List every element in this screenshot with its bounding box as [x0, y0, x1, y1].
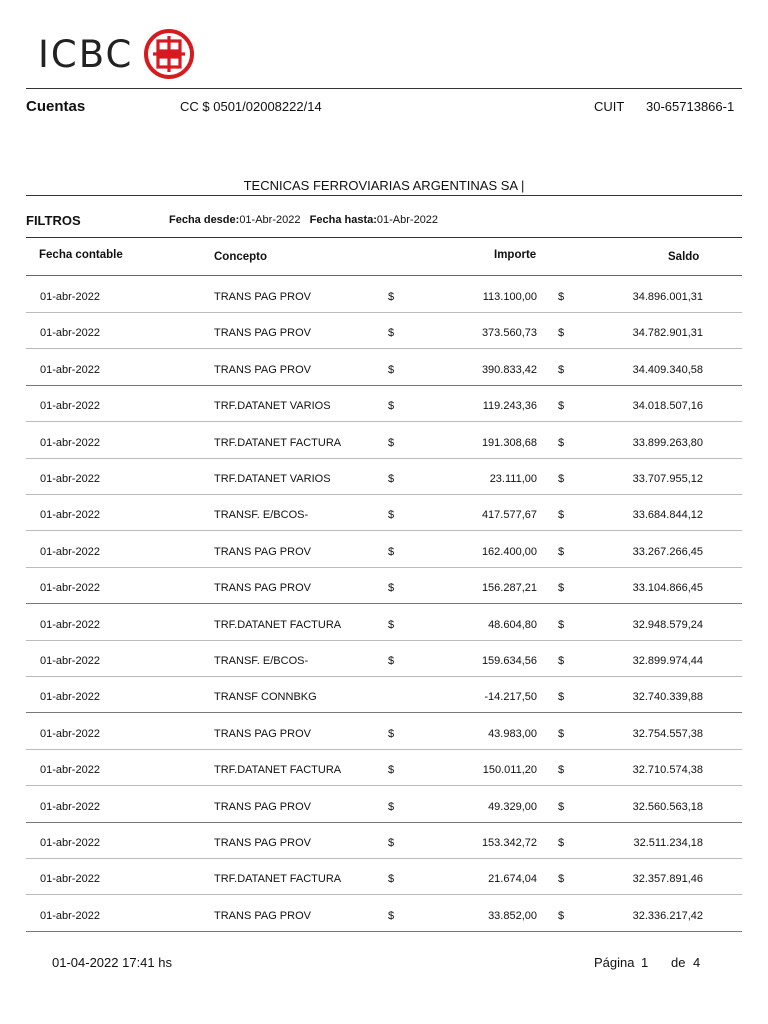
row-balance: 32.740.339,88 — [632, 691, 703, 704]
row-amount: 21.674,04 — [488, 873, 537, 886]
row-concept: TRF.DATANET FACTURA — [214, 618, 342, 631]
row-currency-amount: $ — [388, 800, 395, 813]
row-concept: TRANS PAG PROV — [214, 291, 311, 303]
row-currency-balance: $ — [558, 436, 565, 449]
row-divider — [26, 931, 742, 932]
row-date: 01-abr-2022 — [40, 509, 100, 522]
row-currency-amount: $ — [388, 363, 395, 376]
row-amount: 162.400,00 — [481, 545, 537, 558]
row-date: 01-abr-2022 — [40, 764, 100, 777]
row-concept: TRANSF CONNBKG — [214, 691, 317, 704]
row-amount: 43.983,00 — [488, 727, 537, 740]
row-concept: TRF.DATANET FACTURA — [214, 873, 342, 886]
row-balance: 33.104.866,45 — [632, 582, 703, 595]
row-currency-balance: $ — [558, 473, 565, 485]
row-amount: 150.011,20 — [482, 764, 537, 777]
of-label: de — [671, 955, 686, 970]
row-balance: 33.899.263,80 — [632, 436, 703, 449]
row-concept: TRANS PAG PROV — [214, 837, 311, 849]
row-currency-balance: $ — [558, 545, 565, 558]
row-concept: TRANS PAG PROV — [214, 327, 311, 340]
row-concept: TRANSF. E/BCOS- — [214, 655, 309, 667]
row-concept: TRANSF. E/BCOS- — [214, 509, 309, 522]
row-amount: 417.577,67 — [481, 509, 537, 522]
header-saldo: Saldo — [668, 251, 700, 263]
company-name: TECNICAS FERROVIARIAS ARGENTINAS SA | — [243, 178, 525, 193]
row-balance: 32.899.974,44 — [632, 655, 703, 667]
date-from-value: 01-Abr-2022 — [239, 214, 301, 226]
page-current: 1 — [641, 955, 649, 970]
row-date: 01-abr-2022 — [40, 291, 100, 303]
row-currency-balance: $ — [558, 400, 565, 413]
row-balance: 33.684.844,12 — [632, 509, 703, 522]
row-amount: -14.217,50 — [484, 691, 537, 704]
row-concept: TRANS PAG PROV — [214, 545, 311, 558]
row-amount: 159.634,56 — [481, 655, 537, 667]
row-amount: 23.111,00 — [489, 473, 537, 485]
table-row — [26, 277, 742, 313]
cuit-value: 30-65713866-1 — [646, 99, 735, 114]
row-currency-balance: $ — [558, 327, 565, 340]
row-concept: TRF.DATANET VARIOS — [214, 473, 331, 485]
row-concept: TRANS PAG PROV — [214, 727, 311, 740]
table-row — [26, 350, 742, 386]
row-date: 01-abr-2022 — [40, 691, 100, 704]
row-concept: TRF.DATANET FACTURA — [214, 764, 342, 777]
row-currency-amount: $ — [388, 291, 395, 303]
row-balance: 32.336.217,42 — [632, 909, 703, 922]
row-date: 01-abr-2022 — [40, 363, 100, 376]
row-balance: 32.560.563,18 — [632, 800, 703, 813]
table-row — [26, 568, 742, 604]
row-balance: 32.948.579,24 — [632, 618, 703, 631]
table-row — [26, 787, 742, 823]
row-currency-amount: $ — [388, 873, 395, 886]
row-currency-balance: $ — [558, 655, 565, 667]
table-row — [26, 823, 742, 859]
row-date: 01-abr-2022 — [40, 400, 100, 413]
brand-name: ICBC — [38, 32, 134, 76]
icbc-emblem-icon — [143, 28, 195, 80]
row-date: 01-abr-2022 — [40, 582, 100, 595]
row-amount: 113.100,00 — [482, 291, 537, 303]
filters-title: FILTROS — [26, 213, 81, 228]
row-balance: 33.707.955,12 — [632, 473, 703, 485]
row-date: 01-abr-2022 — [40, 618, 100, 631]
date-from-label: Fecha desde: — [169, 214, 240, 226]
row-concept: TRF.DATANET FACTURA — [214, 436, 342, 449]
filters-divider — [26, 237, 742, 238]
icbc-logo — [38, 28, 195, 80]
row-amount: 49.329,00 — [488, 800, 537, 813]
company-divider — [26, 195, 742, 196]
row-amount: 390.833,42 — [481, 363, 537, 376]
row-date: 01-abr-2022 — [40, 327, 100, 340]
row-currency-amount: $ — [388, 473, 395, 485]
row-amount: 33.852,00 — [488, 909, 537, 922]
row-amount: 119.243,36 — [482, 400, 537, 413]
header-concepto: Concepto — [214, 251, 268, 263]
header-importe: Importe — [494, 249, 537, 261]
table-row — [26, 641, 742, 677]
header-divider — [26, 88, 742, 89]
row-date: 01-abr-2022 — [40, 473, 100, 485]
row-date: 01-abr-2022 — [40, 909, 100, 922]
filters-dates — [169, 214, 438, 226]
table-row — [26, 750, 742, 786]
row-date: 01-abr-2022 — [40, 837, 100, 849]
row-concept: TRANS PAG PROV — [214, 800, 311, 813]
row-currency-amount: $ — [388, 436, 395, 449]
row-currency-amount: $ — [388, 618, 395, 631]
row-currency-balance: $ — [558, 509, 565, 522]
row-date: 01-abr-2022 — [40, 727, 100, 740]
row-date: 01-abr-2022 — [40, 873, 100, 886]
row-currency-amount: $ — [388, 727, 395, 740]
page-label: Página — [594, 955, 635, 970]
row-concept: TRANS PAG PROV — [214, 582, 311, 595]
row-balance: 34.782.901,31 — [632, 327, 703, 340]
row-currency-amount: $ — [388, 837, 395, 849]
row-date: 01-abr-2022 — [40, 545, 100, 558]
table-row — [26, 313, 742, 349]
row-currency-balance: $ — [558, 582, 565, 595]
table-row — [26, 423, 742, 459]
row-amount: 48.604,80 — [488, 618, 537, 631]
header-fecha-contable: Fecha contable — [39, 249, 123, 261]
table-row — [26, 459, 742, 495]
row-currency-balance: $ — [558, 363, 565, 376]
row-currency-amount: $ — [388, 400, 395, 413]
row-currency-amount: $ — [388, 764, 395, 777]
row-balance: 32.754.557,38 — [632, 727, 703, 740]
row-balance: 34.018.507,16 — [632, 400, 703, 413]
row-amount: 191.308,68 — [481, 436, 537, 449]
row-concept: TRF.DATANET VARIOS — [214, 400, 331, 413]
table-row — [26, 605, 742, 641]
row-balance: 34.896.001,31 — [632, 291, 703, 303]
row-amount: 156.287,21 — [481, 582, 537, 595]
table-row — [26, 896, 742, 932]
table-row — [26, 859, 742, 895]
row-balance: 33.267.266,45 — [632, 545, 703, 558]
date-to-label: Fecha hasta: — [309, 214, 377, 226]
cuit-label: CUIT — [594, 99, 625, 114]
row-balance: 32.357.891,46 — [632, 873, 703, 886]
row-amount: 153.342,72 — [481, 837, 537, 849]
row-amount: 373.560,73 — [481, 327, 537, 340]
row-concept: TRANS PAG PROV — [214, 363, 311, 376]
row-date: 01-abr-2022 — [40, 655, 100, 667]
row-currency-balance: $ — [558, 764, 565, 777]
row-currency-amount: $ — [388, 545, 395, 558]
row-balance: 34.409.340,58 — [632, 363, 703, 376]
row-currency-balance: $ — [558, 727, 565, 740]
row-date: 01-abr-2022 — [40, 436, 100, 449]
table-row — [26, 677, 742, 713]
table-row — [26, 386, 742, 422]
table-row — [26, 532, 742, 568]
page-total: 4 — [693, 955, 701, 970]
row-currency-amount: $ — [388, 582, 395, 595]
table-row — [26, 714, 742, 750]
row-currency-amount: $ — [388, 909, 395, 922]
row-currency-balance: $ — [558, 909, 565, 922]
row-currency-balance: $ — [558, 873, 565, 886]
row-balance: 32.710.574,38 — [632, 764, 703, 777]
row-date: 01-abr-2022 — [40, 800, 100, 813]
row-currency-amount: $ — [388, 327, 395, 340]
cuentas-title: Cuentas — [26, 98, 86, 115]
date-to-value: 01-Abr-2022 — [376, 214, 439, 226]
table-header-divider — [26, 275, 742, 276]
row-concept: TRANS PAG PROV — [214, 909, 311, 922]
table-row — [26, 495, 742, 531]
row-currency-amount: $ — [388, 655, 395, 667]
row-currency-balance: $ — [558, 618, 565, 631]
row-currency-balance: $ — [558, 800, 565, 813]
row-currency-amount: $ — [388, 509, 395, 522]
row-currency-balance: $ — [558, 691, 565, 704]
row-currency-balance: $ — [558, 291, 565, 303]
row-currency-balance: $ — [558, 837, 565, 849]
print-timestamp: 01-04-2022 17:41 hs — [52, 955, 172, 970]
account-number: CC $ 0501/02008222/14 — [180, 99, 322, 114]
row-balance: 32.511.234,18 — [633, 837, 703, 849]
